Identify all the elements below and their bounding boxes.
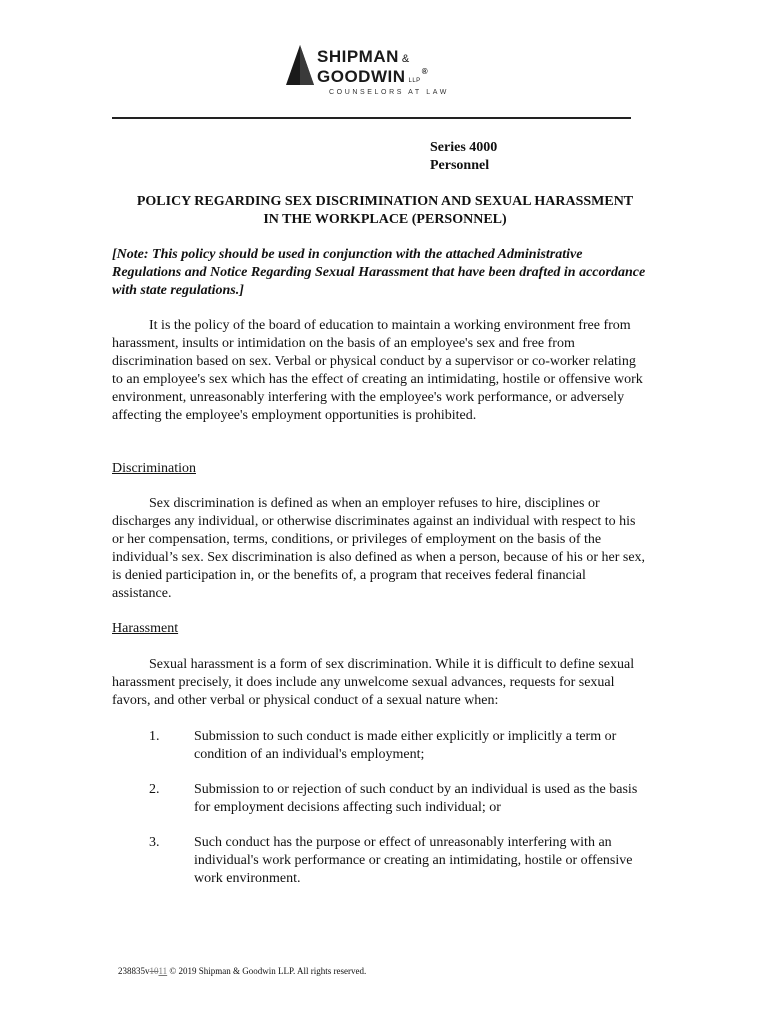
list-item-number: 1. bbox=[149, 729, 160, 744]
series-block bbox=[430, 139, 497, 175]
discrimination-paragraph: Sex discrimination is defined as when an employer refuses to hire, disciplines or discharges any individual, or otherwise discriminates against an individual with respect to his or her compensation, terms, conditions, or privileges of employment on the basis of the individual’s sex. Sex discrimination is also defined as when a person, because of his or her sex, is denied participation in, or the benefits of, a program that receives federal financial assistance. bbox=[112, 496, 646, 601]
footer-inserted-revision: 11 bbox=[158, 966, 168, 976]
policy-note: [Note: This policy should be used in conjunction with the attached Administrative Regulations and Notice Regarding Sexual Harassment that have been drafted in accordance with state regulations.] bbox=[112, 247, 646, 298]
list-item-text: Such conduct has the purpose or effect of unreasonably interfering with an individual's work performance or creating an intimidating, hostile or offensive work environment. bbox=[194, 835, 633, 886]
policy-title bbox=[112, 193, 658, 229]
footer-copyright bbox=[118, 965, 366, 977]
list-item-text: Submission to or rejection of such conduct by an individual is used as the basis for employment decisions affecting such individual; or bbox=[194, 782, 638, 815]
series-number: Series 4000 bbox=[430, 140, 498, 155]
policy-title-line1: POLICY REGARDING SEX DISCRIMINATION AND SEXUAL HARASSMENT bbox=[136, 194, 634, 209]
harassment-paragraph: Sexual harassment is a form of sex discrimination. While it is difficult to define sexual harassment precisely, it does include any unwelcome sexual advances, requests for sexual favors, and other verbal or physical conduct of a sexual nature when: bbox=[112, 657, 635, 708]
policy-title-line2: IN THE WORKPLACE (PERSONNEL) bbox=[263, 212, 507, 227]
discrimination-heading: Discrimination bbox=[112, 461, 196, 476]
triangle-logo-icon bbox=[286, 45, 316, 85]
list-item-number: 2. bbox=[149, 782, 160, 797]
firm-logo bbox=[286, 43, 486, 103]
series-category: Personnel bbox=[430, 158, 490, 173]
footer-doc-id: 238835v bbox=[118, 966, 150, 976]
footer-copyright-text: © 2019 Shipman & Goodwin LLP. All rights reserved. bbox=[167, 966, 367, 976]
list-item-number: 3. bbox=[149, 835, 160, 850]
logo-tagline: COUNSELORS AT LAW bbox=[329, 89, 449, 96]
logo-name-line1: SHIPMAN & bbox=[317, 47, 410, 66]
logo-name-line2: GOODWIN LLP® bbox=[317, 67, 429, 86]
footer-deleted-revision: 10 bbox=[149, 966, 159, 976]
list-item-text: Submission to such conduct is made either explicitly or implicitly a term or condition of an individual's employment; bbox=[194, 729, 617, 762]
intro-paragraph: It is the policy of the board of education to maintain a working environment free from harassment, insults or intimidation on the basis of an employee's sex and free from discrimination based on sex. Verbal or physical conduct by a supervisor or co-worker relating to an employee's sex which has the effect of creating an intimidating, hostile or offensive work environment, unreasonably interfering with the employee's work performance, or adversely affecting the employee's employment opportunities is prohibited. bbox=[112, 318, 643, 423]
harassment-heading: Harassment bbox=[112, 621, 179, 636]
header-divider bbox=[112, 117, 631, 119]
